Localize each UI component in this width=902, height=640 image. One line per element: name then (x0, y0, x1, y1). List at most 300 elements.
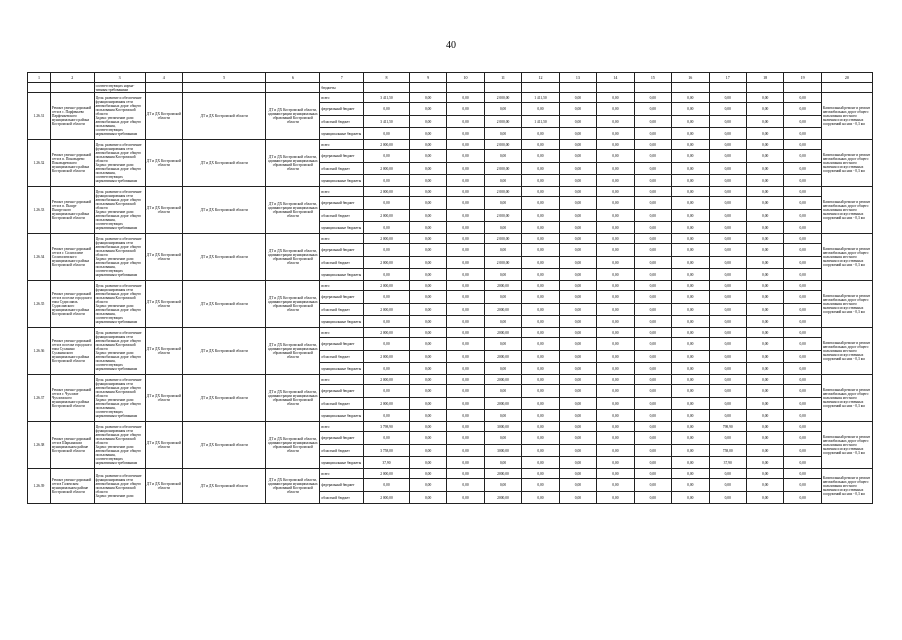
funding-value: 2000,00 (484, 398, 521, 410)
continuation-source: бюджеты (320, 83, 364, 93)
funding-value: 0,00 (484, 479, 521, 492)
funding-value: 0,00 (634, 469, 671, 479)
funding-value: 0,00 (522, 385, 559, 398)
funding-value: 0,00 (447, 304, 484, 316)
funding-value: 0,00 (559, 492, 596, 504)
funding-value: 0,00 (409, 281, 446, 291)
funding-value: 0,00 (672, 257, 709, 269)
funding-value: 0,00 (746, 351, 783, 363)
funding-value: 0,00 (672, 328, 709, 338)
continuation-empty (634, 83, 671, 93)
project-goal: Цель: развитие и обеспечение функционирования сети автомобильных дорог общего пользования Костромской области Задача: увеличение доли (94, 469, 145, 504)
funding-value: 0,00 (634, 363, 671, 375)
funding-value: 0,00 (484, 244, 521, 257)
funding-value: 0,00 (672, 375, 709, 385)
funding-value: 0,00 (634, 175, 671, 187)
continuation-empty (145, 83, 182, 93)
funding-source: всего (320, 140, 364, 150)
funding-value: 0,00 (634, 234, 671, 244)
funding-value: 0,00 (409, 351, 446, 363)
funding-value: 0,00 (597, 445, 634, 457)
funding-value: 0,00 (634, 479, 671, 492)
funding-value: 0,00 (597, 398, 634, 410)
funding-value: 0,00 (409, 222, 446, 234)
funding-value: 0,00 (784, 422, 821, 432)
funding-value: 0,00 (709, 291, 746, 304)
funding-value: 0,00 (447, 116, 484, 128)
column-number: 3 (94, 73, 145, 83)
funding-value: 0,00 (597, 269, 634, 281)
column-number: 9 (409, 73, 446, 83)
funding-value: 0,00 (484, 457, 521, 469)
funding-row (28, 328, 873, 338)
funding-value: 0,00 (559, 410, 596, 422)
funding-value: 0,00 (447, 257, 484, 269)
funding-value: 2000,00 (484, 304, 521, 316)
funding-value: 2 000,00 (364, 469, 410, 479)
funding-value: 0,00 (409, 375, 446, 385)
funding-source: федеральный бюджет (320, 197, 364, 210)
funding-value: 0,00 (784, 469, 821, 479)
funding-value: 0,00 (634, 103, 671, 116)
funding-value: 0,00 (597, 93, 634, 103)
funding-value: 0,00 (784, 187, 821, 197)
funding-value: 0,00 (522, 338, 559, 351)
funding-value: 0,00 (559, 281, 596, 291)
project-coexecutor: ДТ и ДХ Костромской области (183, 140, 266, 187)
funding-value: 3000,00 (484, 445, 521, 457)
funding-value: 0,00 (447, 234, 484, 244)
funding-source: областной бюджет (320, 398, 364, 410)
funding-source: областной бюджет (320, 163, 364, 175)
funding-value: 0,00 (672, 457, 709, 469)
project-participants: ДТ и ДХ Костромской области, администрации муниципальных образований Костромской области (266, 281, 320, 328)
funding-value: 0,00 (522, 103, 559, 116)
funding-value: 0,00 (364, 410, 410, 422)
column-number: 19 (784, 73, 821, 83)
funding-value: 0,00 (597, 410, 634, 422)
funding-value: 0,00 (784, 338, 821, 351)
funding-value: 0,00 (746, 410, 783, 422)
funding-value: 0,00 (559, 234, 596, 244)
funding-value: 758,00 (709, 445, 746, 457)
column-number: 13 (559, 73, 596, 83)
funding-value: 0,00 (447, 363, 484, 375)
funding-value: 0,00 (746, 338, 783, 351)
funding-value: 0,00 (447, 281, 484, 291)
continuation-empty (821, 83, 872, 93)
funding-source: всего (320, 375, 364, 385)
funding-value: 0,00 (409, 457, 446, 469)
funding-value: 0,00 (784, 398, 821, 410)
funding-value: 0,00 (746, 469, 783, 479)
project-executor: ДТ и ДХ Костромской области (145, 140, 182, 187)
funding-value: 0,00 (364, 103, 410, 116)
project-executor: ДТ и ДХ Костромской области (145, 187, 182, 234)
funding-value: 0,00 (409, 469, 446, 479)
funding-value: 37,90 (364, 457, 410, 469)
funding-value: 0,00 (746, 316, 783, 328)
funding-value: 0,00 (634, 432, 671, 445)
funding-value: 0,00 (447, 410, 484, 422)
funding-value: 0,00 (746, 432, 783, 445)
funding-value: 0,00 (709, 385, 746, 398)
funding-value: 2 000,00 (364, 398, 410, 410)
funding-value: 0,00 (484, 410, 521, 422)
column-number: 4 (145, 73, 182, 83)
funding-value: 0,00 (522, 150, 559, 163)
funding-value: 0,00 (784, 140, 821, 150)
funding-value: 2 000,00 (484, 93, 521, 103)
funding-value: 0,00 (709, 469, 746, 479)
funding-value: 0,00 (746, 234, 783, 244)
project-result: Капитальный ремонт и ремонт автомобильных дорог общего пользования местного значения и искусственных сооружений на них - 0,3 км (821, 375, 872, 422)
funding-value: 0,00 (364, 197, 410, 210)
funding-row (28, 422, 873, 432)
funding-value: 0,00 (484, 175, 521, 187)
funding-value: 0,00 (746, 257, 783, 269)
funding-value: 0,00 (746, 492, 783, 504)
funding-value: 0,00 (597, 375, 634, 385)
funding-value: 0,00 (746, 140, 783, 150)
funding-value: 2 000,00 (364, 163, 410, 175)
funding-value: 0,00 (746, 269, 783, 281)
funding-value: 0,00 (672, 398, 709, 410)
funding-value: 0,00 (784, 445, 821, 457)
funding-value: 0,00 (522, 363, 559, 375)
funding-value: 0,00 (784, 222, 821, 234)
funding-value: 0,00 (746, 103, 783, 116)
funding-source: федеральный бюджет (320, 244, 364, 257)
funding-value: 0,00 (364, 432, 410, 445)
funding-source: областной бюджет (320, 257, 364, 269)
funding-value: 0,00 (447, 338, 484, 351)
funding-value: 0,00 (409, 150, 446, 163)
funding-value: 0,00 (484, 291, 521, 304)
funding-value: 0,00 (409, 197, 446, 210)
column-number: 17 (709, 73, 746, 83)
funding-value: 0,00 (746, 422, 783, 432)
funding-value: 0,00 (709, 304, 746, 316)
funding-source: федеральный бюджет (320, 338, 364, 351)
column-number: 11 (484, 73, 521, 83)
funding-value: 0,00 (784, 479, 821, 492)
funding-value: 0,00 (784, 210, 821, 222)
funding-value: 0,00 (784, 351, 821, 363)
project-id: 1.26.35 (28, 281, 51, 328)
funding-value: 0,00 (746, 197, 783, 210)
funding-value: 0,00 (709, 150, 746, 163)
funding-value: 0,00 (409, 422, 446, 432)
funding-value: 3 798,90 (364, 422, 410, 432)
funding-value: 0,00 (634, 316, 671, 328)
funding-value: 0,00 (672, 234, 709, 244)
funding-value: 0,00 (409, 257, 446, 269)
funding-value: 0,00 (522, 410, 559, 422)
funding-value: 0,00 (746, 304, 783, 316)
funding-value: 0,00 (784, 492, 821, 504)
funding-value: 2 000,00 (364, 492, 410, 504)
project-participants: ДТ и ДХ Костромской области, администрации муниципальных образований Костромской области (266, 234, 320, 281)
funding-value: 0,00 (484, 363, 521, 375)
funding-value: 0,00 (709, 103, 746, 116)
project-goal: Цель: развитие и обеспечение функционирования сети автомобильных дорог общего пользования Костромской области Задача: увеличение доли автомобильных дорог общего пользования, соответствующих нормативным требованиям (94, 281, 145, 328)
funding-value: 2 000,00 (364, 304, 410, 316)
funding-value: 0,00 (559, 338, 596, 351)
funding-value: 0,00 (522, 422, 559, 432)
funding-source: муниципальные бюджеты (320, 128, 364, 140)
funding-value: 0,00 (634, 304, 671, 316)
funding-value: 0,00 (634, 328, 671, 338)
funding-value: 2000,00 (484, 328, 521, 338)
funding-value: 0,00 (559, 150, 596, 163)
funding-value: 0,00 (746, 244, 783, 257)
funding-value: 0,00 (447, 457, 484, 469)
funding-value: 0,00 (784, 234, 821, 244)
funding-value: 0,00 (409, 492, 446, 504)
continuation-goal-tail: соответствующих норма- тивным требованиям (94, 83, 145, 93)
funding-value: 0,00 (672, 210, 709, 222)
column-number: 10 (447, 73, 484, 83)
project-name: Ремонт улично-дорожной сети в поселке городского типа Судиславль Судиславского муниципального района Костромской области (50, 281, 94, 328)
funding-value: 0,00 (364, 385, 410, 398)
funding-value: 0,00 (672, 445, 709, 457)
funding-value: 0,00 (522, 291, 559, 304)
continuation-empty (409, 83, 446, 93)
funding-value: 0,00 (634, 410, 671, 422)
funding-value: 0,00 (447, 150, 484, 163)
funding-value: 0,00 (597, 103, 634, 116)
funding-value: 2 000,00 (484, 163, 521, 175)
project-id: 1.26.36 (28, 328, 51, 375)
project-participants: ДТ и ДХ Костромской области, администрации муниципальных образований Костромской области (266, 328, 320, 375)
column-number: 5 (183, 73, 266, 83)
project-name: Ремонт улично-дорожной сети в Галичском муниципальном районе Костромской области (50, 469, 94, 504)
funding-value: 0,00 (447, 328, 484, 338)
funding-value: 0,00 (746, 175, 783, 187)
funding-value: 0,00 (522, 304, 559, 316)
column-number: 15 (634, 73, 671, 83)
funding-source: муниципальные бюджеты (320, 410, 364, 422)
funding-value: 0,00 (597, 140, 634, 150)
funding-value: 0,00 (672, 244, 709, 257)
funding-value: 0,00 (709, 163, 746, 175)
funding-value: 0,00 (709, 338, 746, 351)
funding-value: 0,00 (364, 128, 410, 140)
funding-value: 0,00 (634, 244, 671, 257)
funding-value: 0,00 (784, 316, 821, 328)
funding-value: 0,00 (522, 492, 559, 504)
funding-value: 0,00 (597, 187, 634, 197)
funding-value: 0,00 (709, 128, 746, 140)
funding-value: 0,00 (559, 257, 596, 269)
funding-value: 0,00 (597, 244, 634, 257)
funding-value: 0,00 (709, 197, 746, 210)
funding-value: 0,00 (634, 210, 671, 222)
funding-value: 0,00 (672, 187, 709, 197)
funding-value: 0,00 (559, 197, 596, 210)
funding-value: 0,00 (409, 163, 446, 175)
funding-value: 3 411,50 (364, 93, 410, 103)
funding-value: 0,00 (522, 269, 559, 281)
funding-value: 0,00 (409, 410, 446, 422)
funding-value: 0,00 (672, 140, 709, 150)
funding-value: 0,00 (672, 385, 709, 398)
continuation-empty (522, 83, 559, 93)
funding-value: 0,00 (784, 150, 821, 163)
funding-value: 0,00 (522, 316, 559, 328)
funding-value: 0,00 (559, 175, 596, 187)
funding-source: всего (320, 281, 364, 291)
project-participants: ДТ и ДХ Костромской области, администрации муниципальных образований Костромской области (266, 187, 320, 234)
funding-value: 0,00 (746, 222, 783, 234)
funding-value: 0,00 (634, 128, 671, 140)
funding-value: 0,00 (709, 175, 746, 187)
funding-value: 0,00 (597, 291, 634, 304)
funding-source: всего (320, 187, 364, 197)
funding-source: федеральный бюджет (320, 150, 364, 163)
funding-value: 2 000,00 (364, 257, 410, 269)
funding-value: 0,00 (559, 93, 596, 103)
funding-value: 0,00 (409, 385, 446, 398)
funding-source: областной бюджет (320, 304, 364, 316)
funding-value: 0,00 (784, 410, 821, 422)
funding-value: 0,00 (672, 291, 709, 304)
column-number: 14 (597, 73, 634, 83)
project-executor: ДТ и ДХ Костромской области (145, 375, 182, 422)
column-number: 16 (672, 73, 709, 83)
column-number: 20 (821, 73, 872, 83)
funding-value: 0,00 (672, 269, 709, 281)
column-number: 12 (522, 73, 559, 83)
funding-value: 0,00 (634, 375, 671, 385)
funding-value: 0,00 (364, 244, 410, 257)
funding-value: 0,00 (597, 385, 634, 398)
funding-value: 0,00 (522, 197, 559, 210)
funding-source: федеральный бюджет (320, 385, 364, 398)
funding-value: 0,00 (709, 257, 746, 269)
funding-value: 0,00 (364, 222, 410, 234)
funding-value: 0,00 (559, 210, 596, 222)
funding-value: 0,00 (784, 432, 821, 445)
funding-value: 0,00 (559, 269, 596, 281)
funding-value: 0,00 (709, 479, 746, 492)
funding-value: 0,00 (597, 304, 634, 316)
funding-value: 0,00 (447, 492, 484, 504)
funding-value: 0,00 (672, 128, 709, 140)
funding-value: 0,00 (409, 338, 446, 351)
funding-value: 0,00 (559, 469, 596, 479)
funding-value: 0,00 (672, 492, 709, 504)
funding-value: 0,00 (447, 93, 484, 103)
funding-value: 0,00 (784, 328, 821, 338)
funding-value: 0,00 (672, 150, 709, 163)
funding-row (28, 375, 873, 385)
funding-value: 0,00 (559, 103, 596, 116)
funding-source: всего (320, 328, 364, 338)
funding-value: 0,00 (522, 234, 559, 244)
continuation-empty (484, 83, 521, 93)
project-goal: Цель: развитие и обеспечение функционирования сети автомобильных дорог общего пользования Костромской области Задача: увеличение доли автомобильных дорог общего пользования, соответствующих нормативным требованиям (94, 422, 145, 469)
funding-source: федеральный бюджет (320, 479, 364, 492)
funding-value: 0,00 (746, 479, 783, 492)
funding-value: 0,00 (522, 469, 559, 479)
funding-value: 2000,00 (484, 281, 521, 291)
funding-value: 0,00 (784, 116, 821, 128)
continuation-row (28, 83, 873, 93)
funding-source: всего (320, 422, 364, 432)
funding-value: 0,00 (559, 363, 596, 375)
funding-value: 0,00 (672, 116, 709, 128)
funding-value: 0,00 (447, 128, 484, 140)
funding-value: 0,00 (409, 363, 446, 375)
funding-value: 0,00 (746, 281, 783, 291)
funding-row (28, 140, 873, 150)
funding-source: муниципальные бюджеты (320, 175, 364, 187)
funding-value: 0,00 (559, 304, 596, 316)
funding-value: 2 000,00 (364, 281, 410, 291)
funding-source: федеральный бюджет (320, 291, 364, 304)
funding-value: 0,00 (784, 291, 821, 304)
funding-value: 0,00 (672, 175, 709, 187)
funding-value: 0,00 (522, 398, 559, 410)
funding-value: 0,00 (447, 210, 484, 222)
funding-value: 0,00 (409, 244, 446, 257)
funding-value: 0,00 (634, 187, 671, 197)
funding-value: 0,00 (409, 175, 446, 187)
funding-value: 0,00 (559, 316, 596, 328)
funding-value: 0,00 (672, 197, 709, 210)
project-result: Капитальный ремонт и ремонт автомобильных дорог общего пользования местного значения и искусственных сооружений на них - 0,3 км (821, 187, 872, 234)
program-table-sheet (27, 72, 873, 504)
funding-value: 0,00 (746, 385, 783, 398)
funding-value: 0,00 (634, 445, 671, 457)
funding-value: 0,00 (634, 93, 671, 103)
column-number-row (28, 73, 873, 83)
project-coexecutor: ДТ и ДХ Костромской области (183, 187, 266, 234)
funding-value: 0,00 (597, 116, 634, 128)
funding-value: 0,00 (746, 328, 783, 338)
funding-value: 0,00 (409, 398, 446, 410)
funding-value: 0,00 (447, 422, 484, 432)
funding-value: 0,00 (634, 140, 671, 150)
funding-value: 0,00 (784, 93, 821, 103)
project-name: Ремонт улично-дорожной сети в п. Поназырево Поназыревского муниципального района Костромской области (50, 140, 94, 187)
funding-value: 0,00 (634, 338, 671, 351)
funding-source: всего (320, 234, 364, 244)
funding-value: 2 000,00 (364, 187, 410, 197)
funding-value: 0,00 (522, 457, 559, 469)
funding-value: 0,00 (559, 422, 596, 432)
continuation-empty (672, 83, 709, 93)
funding-value: 0,00 (447, 103, 484, 116)
project-coexecutor: ДТ и ДХ Костромской области (183, 469, 266, 504)
funding-value: 0,00 (484, 128, 521, 140)
funding-source: областной бюджет (320, 492, 364, 504)
funding-value: 2 000,00 (484, 257, 521, 269)
funding-value: 0,00 (522, 128, 559, 140)
funding-value: 0,00 (409, 291, 446, 304)
funding-value: 0,00 (784, 197, 821, 210)
funding-value: 0,00 (746, 187, 783, 197)
funding-value: 0,00 (597, 479, 634, 492)
funding-value: 0,00 (364, 479, 410, 492)
funding-value: 0,00 (597, 150, 634, 163)
funding-source: областной бюджет (320, 351, 364, 363)
project-participants: ДТ и ДХ Костромской области, администрации муниципальных образований Костромской области (266, 93, 320, 140)
funding-value: 0,00 (364, 316, 410, 328)
funding-value: 0,00 (672, 363, 709, 375)
